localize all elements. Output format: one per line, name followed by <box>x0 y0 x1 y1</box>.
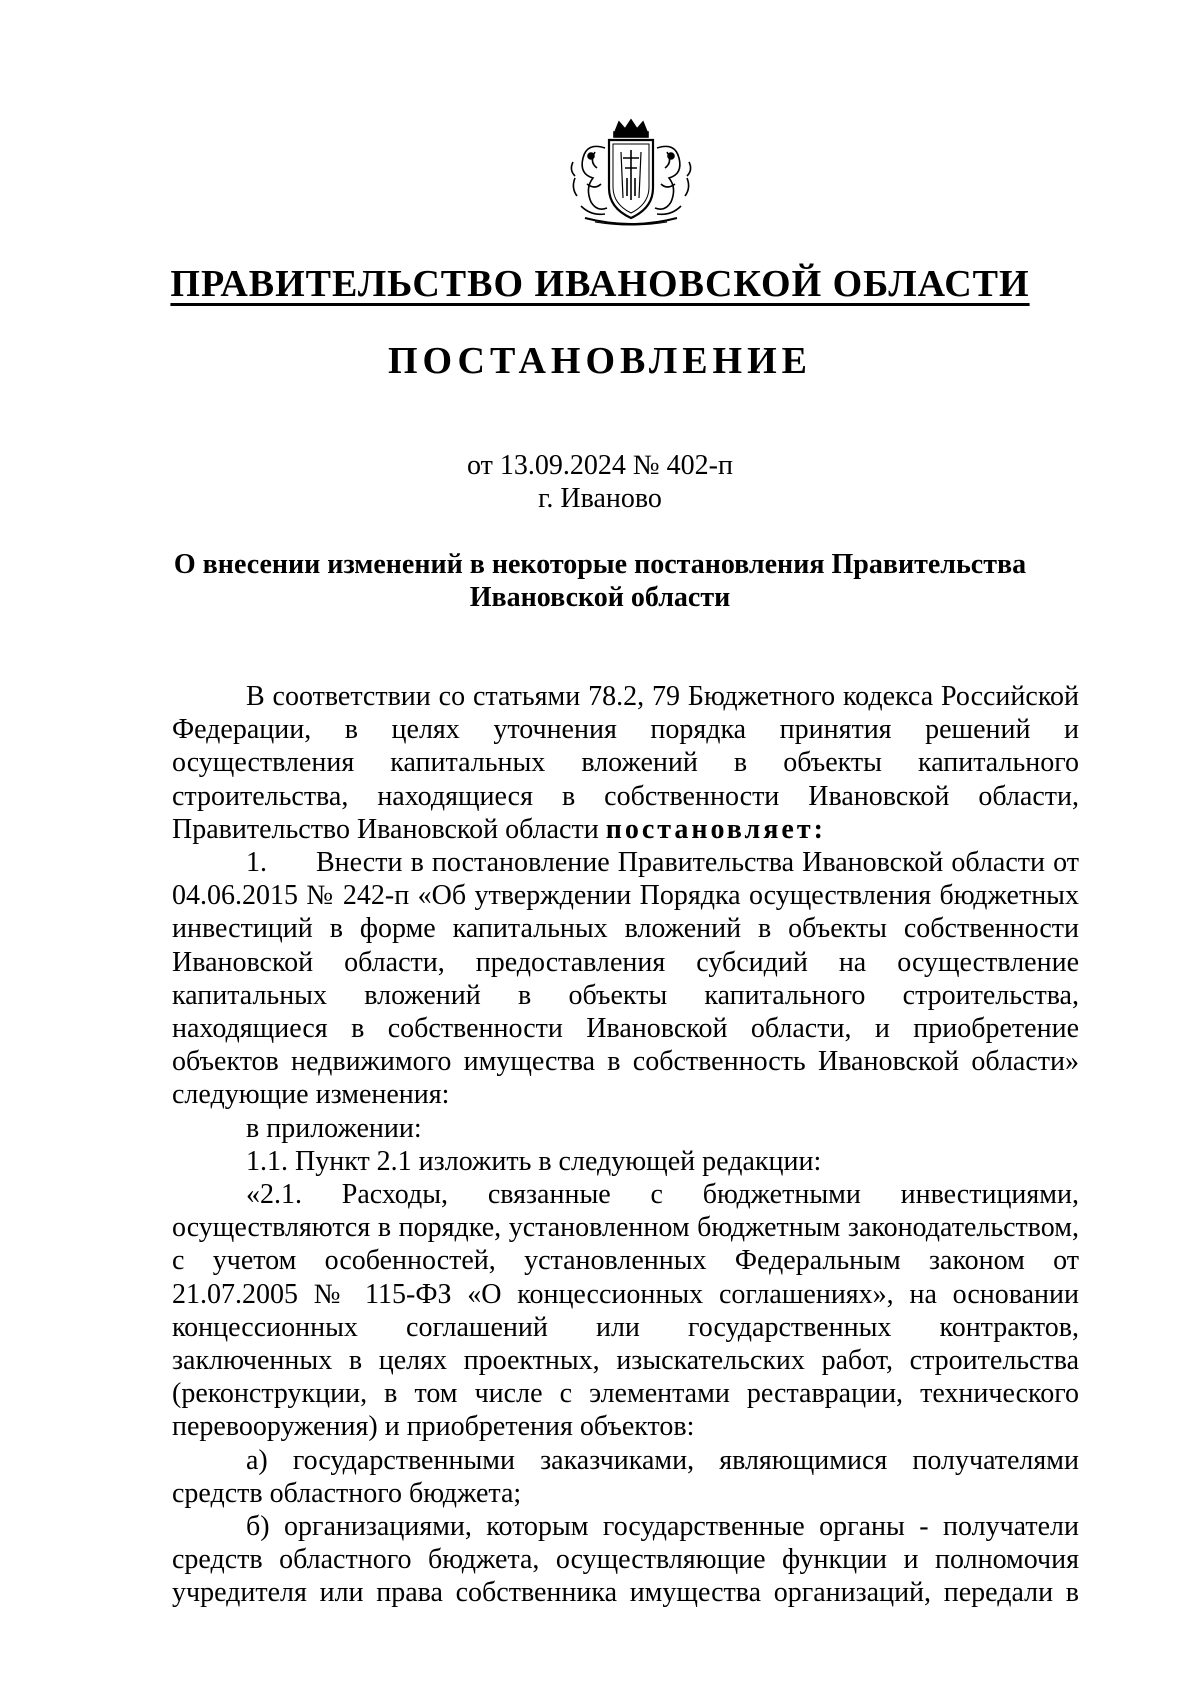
in-appendix-paragraph: в приложении: <box>246 1112 422 1144</box>
sub-item-a-paragraph: а) государственными заказчиками, являющимися получателями средств областного бюджета; <box>172 1444 1079 1509</box>
organization-name: ПРАВИТЕЛЬСТВО ИВАНОВСКОЙ ОБЛАСТИ <box>170 263 1030 305</box>
clause-2-1-paragraph: «2.1. Расходы, связанные с бюджетными инвестициями, осуществляются в порядке, установленном бюджетным законодательством, с учетом особенностей, установленных Федеральным законом от 21.07.2005 № 115-ФЗ «О концессионных соглашениях», на основании концессионных соглашений или государственных контрактов, заключенных в целях проектных, изыскательских работ, строительства (реконструкции, в том числе с элементами реставрации, технического перевооружения) и приобретения объектов: <box>172 1179 1079 1443</box>
item-1-text: Внести в постановление Правительства Ивановской области от 04.06.2015 № 242-п «Об утверждении Порядка осуществления бюджетных инвестиций в форме капитальных вложений в объекты собственности Ивановской области, предоставления субсидий на осуществление капитальных вложений в объекты капитального строительства, находящиеся в собственности Ивановской области, и приобретение объектов недвижимого имущества в собственность Ивановской области» следующие изменения: <box>172 847 1079 1111</box>
preamble-text: В соответствии со статьями 78.2, 79 Бюджетного кодекса Российской Федерации, в целях уточнения порядка принятия решений и осуществления капитальных вложений в объекты капитального строительства, находящиеся в собственности Ивановской области, Правительство Ивановской области <box>172 681 1079 845</box>
item-1-number: 1. <box>246 847 267 879</box>
document-title: О внесении изменений в некоторые постановления Правительства Ивановской области <box>173 549 1027 613</box>
coat-of-arms-emblem <box>565 118 697 228</box>
item-1-paragraph <box>172 846 1079 1112</box>
item-1-1-paragraph: 1.1. Пункт 2.1 изложить в следующей редакции: <box>246 1145 822 1177</box>
sub-item-b-paragraph: б) организациями, которым государственные органы - получатели средств областного бюджета, осуществляющие функции и полномочия учредителя или права собственника имущества организаций, передали в <box>172 1511 1079 1609</box>
preamble-paragraph <box>172 680 1079 846</box>
document-body <box>172 680 1079 1610</box>
document-type: ПОСТАНОВЛЕНИЕ <box>387 340 813 382</box>
decree-word: постановляет: <box>605 813 826 845</box>
document-date-number: от 13.09.2024 № 402-п <box>467 450 733 481</box>
document-city: г. Иваново <box>538 483 662 514</box>
